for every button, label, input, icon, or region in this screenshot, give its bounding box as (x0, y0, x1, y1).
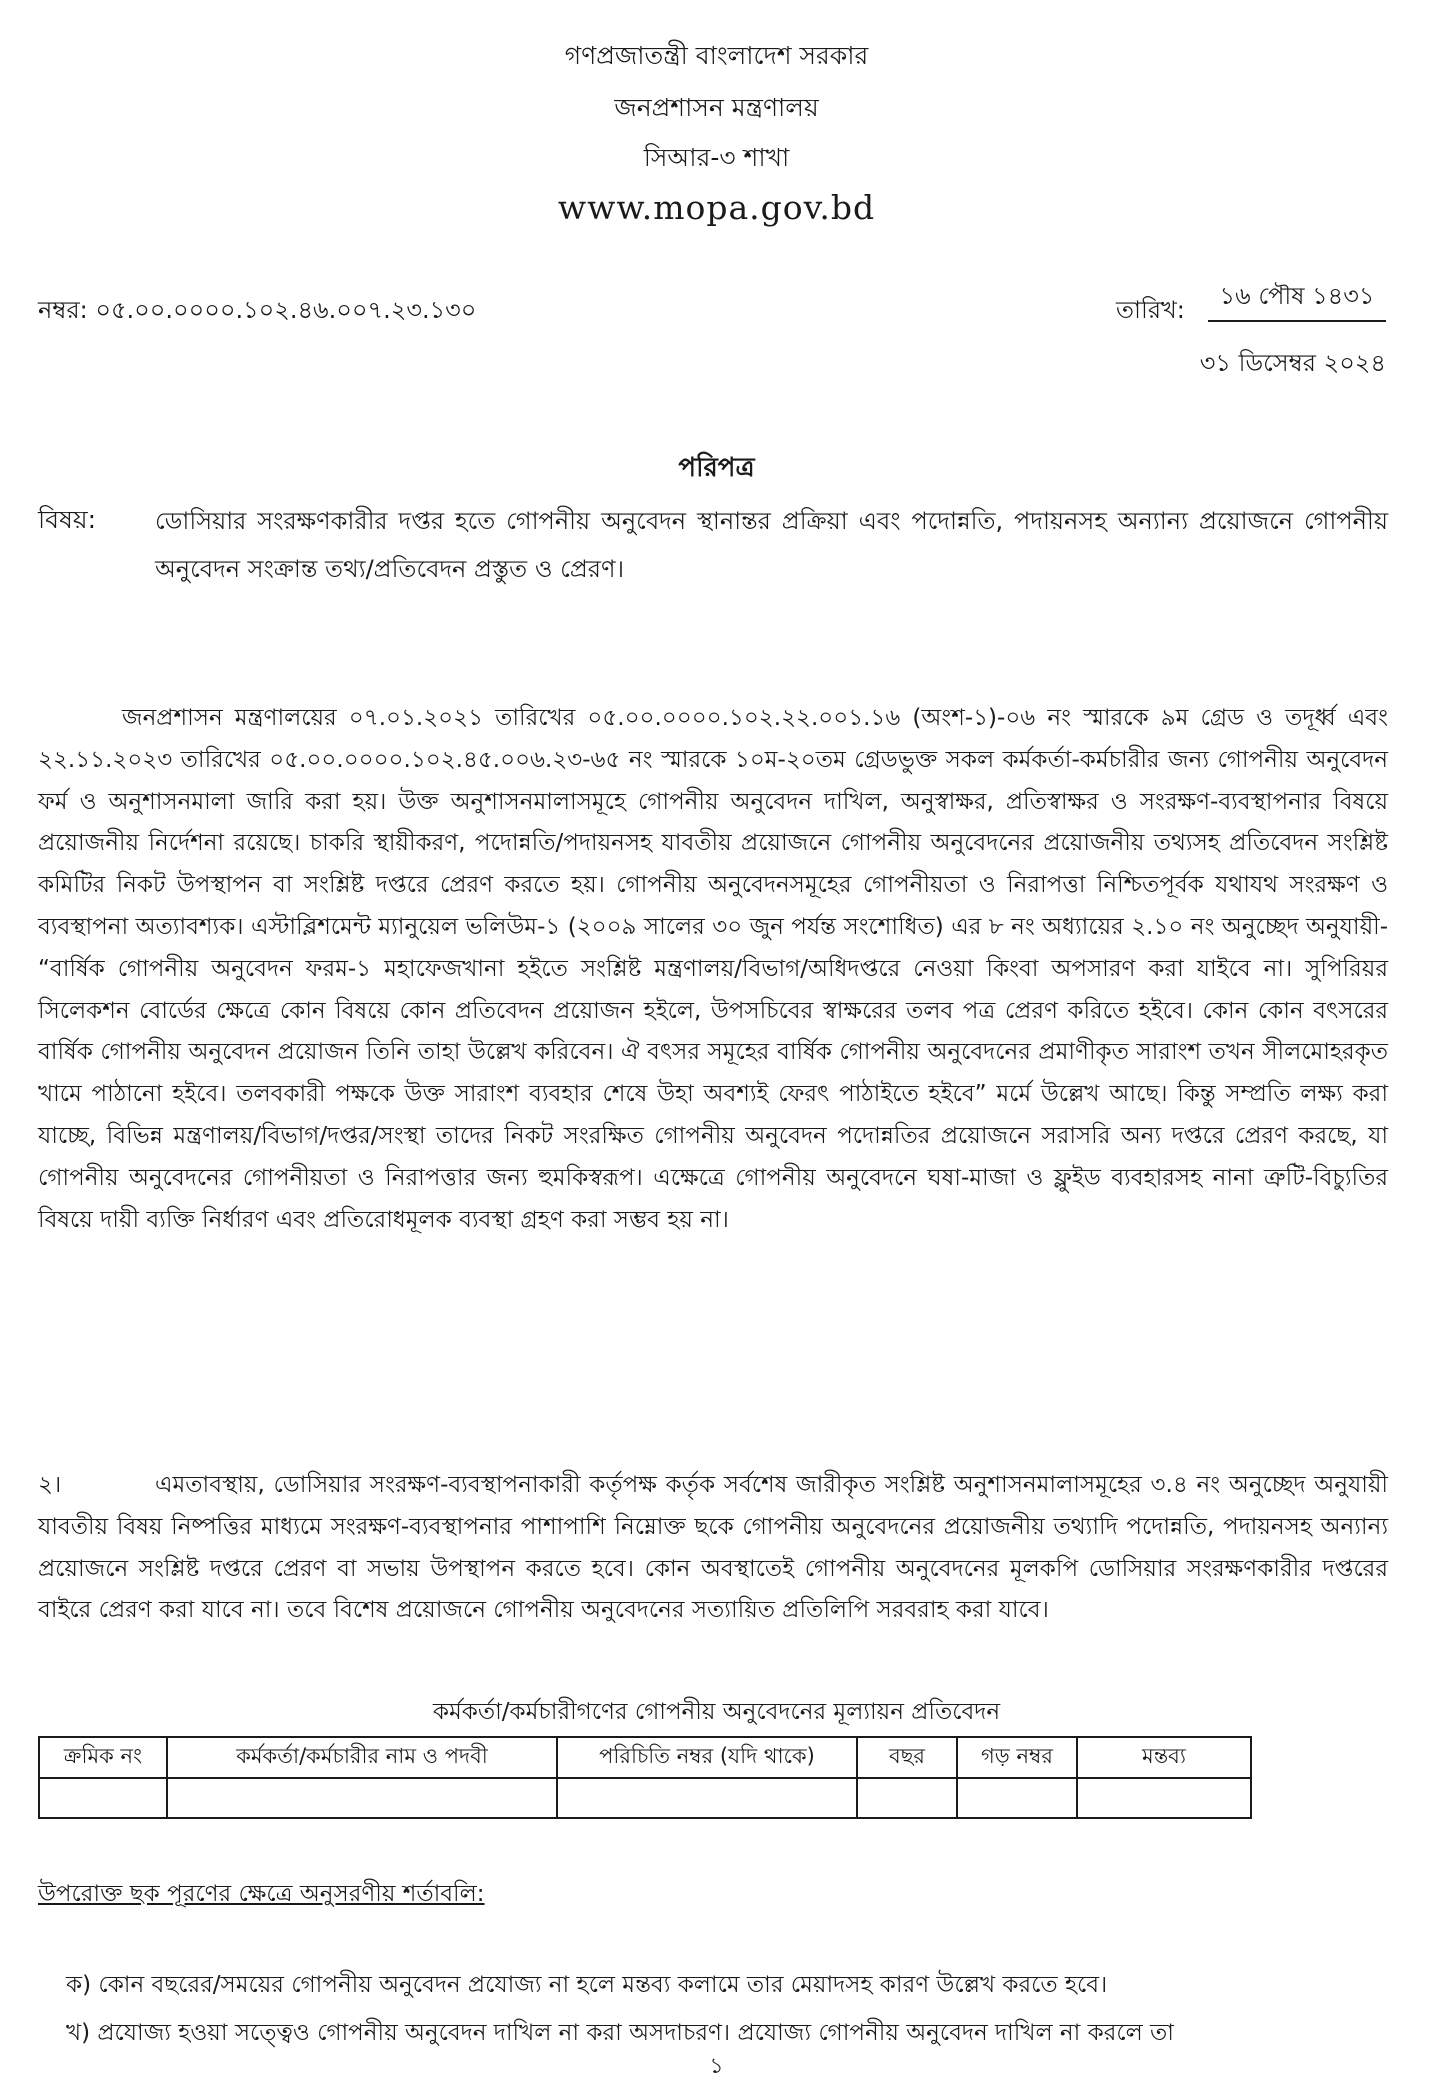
branch-heading: সিআর-৩ শাখা (643, 143, 790, 172)
table-cell (1077, 1778, 1251, 1818)
date-gregorian: ৩১ ডিসেম্বর ২০২৪ (1199, 349, 1386, 377)
paragraph-2-number: ২। (38, 1472, 62, 1498)
evaluation-table-empty-row (39, 1778, 1251, 1818)
table-cell (557, 1778, 857, 1818)
ministry-heading: জনপ্রশাসন মন্ত্রণালয় (614, 93, 819, 122)
col-year: বছর (857, 1737, 957, 1778)
government-heading: গণপ্রজাতন্ত্রী বাংলাদেশ সরকার (564, 41, 869, 70)
date-bangla: ১৬ পৌষ ১৪৩১ (1208, 278, 1386, 322)
evaluation-table-title: কর্মকর্তা/কর্মচারীগণের গোপনীয় অনুবেদনের মূল্যায়ন প্রতিবেদন (432, 1699, 1001, 1725)
table-cell (957, 1778, 1077, 1818)
table-cell (167, 1778, 557, 1818)
memo-number: নম্বর: ০৫.০০.০০০০.১০২.৪৬.০০৭.২৩.১৩০ (38, 296, 477, 324)
col-serial: ক্রমিক নং (39, 1737, 167, 1778)
table-cell (857, 1778, 957, 1818)
col-remarks: মন্তব্য (1077, 1737, 1251, 1778)
website-link[interactable]: www.mopa.gov.bd (557, 188, 876, 227)
conditions-title: উপরোক্ত ছক পূরণের ক্ষেত্রে অনুসরণীয় শর্তাবলি: (38, 1881, 485, 1907)
col-name-designation: কর্মকর্তা/কর্মচারীর নাম ও পদবী (167, 1737, 557, 1778)
paragraph-1: জনপ্রশাসন মন্ত্রণালয়ের ০৭.০১.২০২১ তারিখের ০৫.০০.০০০০.১০২.২২.০০১.১৬ (অংশ-১)-০৬ নং স্মারকে ৯ম গ্রেড ও তদূর্ধ্ব এবং ২২.১১.২০২৩ তারিখের ০৫.০০.০০০০.১০২.৪৫.০০৬.২৩-৬৫ নং স্মারকে ১০ম-২০তম গ্রেডভুক্ত সকল কর্মকর্তা-কর্মচারীর জন্য গোপনীয় অনুবেদন ফর্ম ও অনুশাসনমালা জারি করা হয়। উক্ত অনুশাসনমালাসমূহে গোপনীয় অনুবেদন দাখিল, অনুস্বাক্ষর, প্রতিস্বাক্ষর ও সংরক্ষণ-ব্যবস্থাপনার বিষয়ে প্রয়োজনীয় নির্দেশনা রয়েছে। চাকরি স্থায়ীকরণ, পদোন্নতি/পদায়নসহ যাবতীয় প্রয়োজনে গোপনীয় অনুবেদনের প্রয়োজনীয় তথ্যসহ প্রতিবেদন সংশ্লিষ্ট কমিটির নিকট উপস্থাপন বা সংশ্লিষ্ট দপ্তরে প্রেরণ করতে হয়। গোপনীয় অনুবেদনসমূহের গোপনীয়তা ও নিরাপত্তা নিশ্চিতপূর্বক যথাযথ সংরক্ষণ ও ব্যবস্থাপনা অত্যাবশ্যক। এস্টাব্লিশমেন্ট ম্যানুয়েল ভলিউম-১ (২০০৯ সালের ৩০ জুন পর্যন্ত সংশোধিত) এর ৮ নং অধ্যায়ের ২.১০ নং অনুচ্ছেদ অনুযায়ী- “বার্ষিক গোপনীয় অনুবেদন ফরম-১ মহাফেজখানা হইতে সংশ্লিষ্ট মন্ত্রণালয়/বিভাগ/অধিদপ্তরে নেওয়া কিংবা অপসারণ করা যাইবে না। সুপিরিয়র সিলেকশন বোর্ডের ক্ষেত্রে কোন বিষয়ে কোন প্রতিবেদন প্রয়োজন হইলে, উপসচিবের স্বাক্ষরের তলব পত্র প্রেরণ করিতে হইবে। কোন কোন বৎসরের বার্ষিক গোপনীয় অনুবেদন প্রয়োজন তিনি তাহা উল্লেখ করিবেন। ঐ বৎসর সমূহের বার্ষিক গোপনীয় অনুবেদনের প্রমাণীকৃত সারাংশ তখন সীলমোহরকৃত খামে পাঠানো হইবে। তলবকারী পক্ষকে উক্ত সারাংশ ব্যবহার শেষে উহা অবশ্যই ফেরৎ পাঠাইতে হইবে” মর্মে উল্লেখ আছে। কিন্তু সম্প্রতি লক্ষ্য করা যাচ্ছে, বিভিন্ন মন্ত্রণালয়/বিভাগ/দপ্তর/সংস্থা তাদের নিকট সংরক্ষিত গোপনীয় অনুবেদন পদোন্নতির প্রয়োজনে সরাসরি অন্য দপ্তরে প্রেরণ করছে, যা গোপনীয় অনুবেদনের গোপনীয়তা ও নিরাপত্তার জন্য হুমকিস্বরূপ। এক্ষেত্রে গোপনীয় অনুবেদনে ঘষা-মাজা ও ফ্লুইড ব্যবহারসহ নানা ত্রুটি-বিচ্যুতির বিষয়ে দায়ী ব্যক্তি নির্ধারণ এবং প্রতিরোধমূলক ব্যবস্থা গ্রহণ করা সম্ভব হয় না। (38, 705, 1388, 1233)
condition-item-kha: খ) প্রযোজ্য হওয়া সত্ত্বেও গোপনীয় অনুবেদন দাখিল না করা অসদাচরণ। প্রযোজ্য গোপনীয় অনুবেদন দাখিল না করলে তা (66, 2020, 1174, 2046)
paragraph-2 (38, 1465, 1388, 1632)
col-average-score: গড় নম্বর (957, 1737, 1077, 1778)
table-cell (39, 1778, 167, 1818)
condition-item-ka: ক) কোন বছরের/সময়ের গোপনীয় অনুবেদন প্রযোজ্য না হলে মন্তব্য কলামে তার মেয়াদসহ কারণ উল্লেখ করতে হবে। (66, 1972, 1108, 1998)
evaluation-table (38, 1736, 1252, 1819)
subject-text: ডোসিয়ার সংরক্ষণকারীর দপ্তর হতে গোপনীয় অনুবেদন স্থানান্তর প্রক্রিয়া এবং পদোন্নতি, পদায়নসহ অন্যান্য প্রয়োজনে গোপনীয় অনুবেদন সংক্রান্ত তথ্য/প্রতিবেদন প্রস্তুত ও প্রেরণ। (155, 507, 1388, 583)
paragraph-2-text: এমতাবস্থায়, ডোসিয়ার সংরক্ষণ-ব্যবস্থাপনাকারী কর্তৃপক্ষ কর্তৃক সর্বশেষ জারীকৃত সংশ্লিষ্ট অনুশাসনমালাসমূহের ৩.৪ নং অনুচ্ছেদ অনুযায়ী যাবতীয় বিষয় নিষ্পত্তির মাধ্যমে সংরক্ষণ-ব্যবস্থাপনার পাশাপাশি নিম্নোক্ত ছকে গোপনীয় অনুবেদনের প্রয়োজনীয় তথ্যাদি পদোন্নতি, পদায়নসহ অন্যান্য প্রয়োজনে সংশ্লিষ্ট দপ্তরে প্রেরণ বা সভায় উপস্থাপন করতে হবে। কোন অবস্থাতেই গোপনীয় অনুবেদনের মূলকপি ডোসিয়ার সংরক্ষণকারীর দপ্তরের বাইরে প্রেরণ করা যাবে না। তবে বিশেষ প্রয়োজনে গোপনীয় অনুবেদনের সত্যায়িত প্রতিলিপি সরবরাহ করা যাবে। (38, 1472, 1388, 1624)
circular-title: পরিপত্র (678, 453, 755, 483)
subject-label: বিষয়: (38, 505, 97, 534)
col-identity-number: পরিচিতি নম্বর (যদি থাকে) (557, 1737, 857, 1778)
page-number: ১ (709, 2054, 724, 2079)
evaluation-table-header-row (39, 1737, 1251, 1778)
date-label: তারিখ: (1116, 296, 1185, 324)
